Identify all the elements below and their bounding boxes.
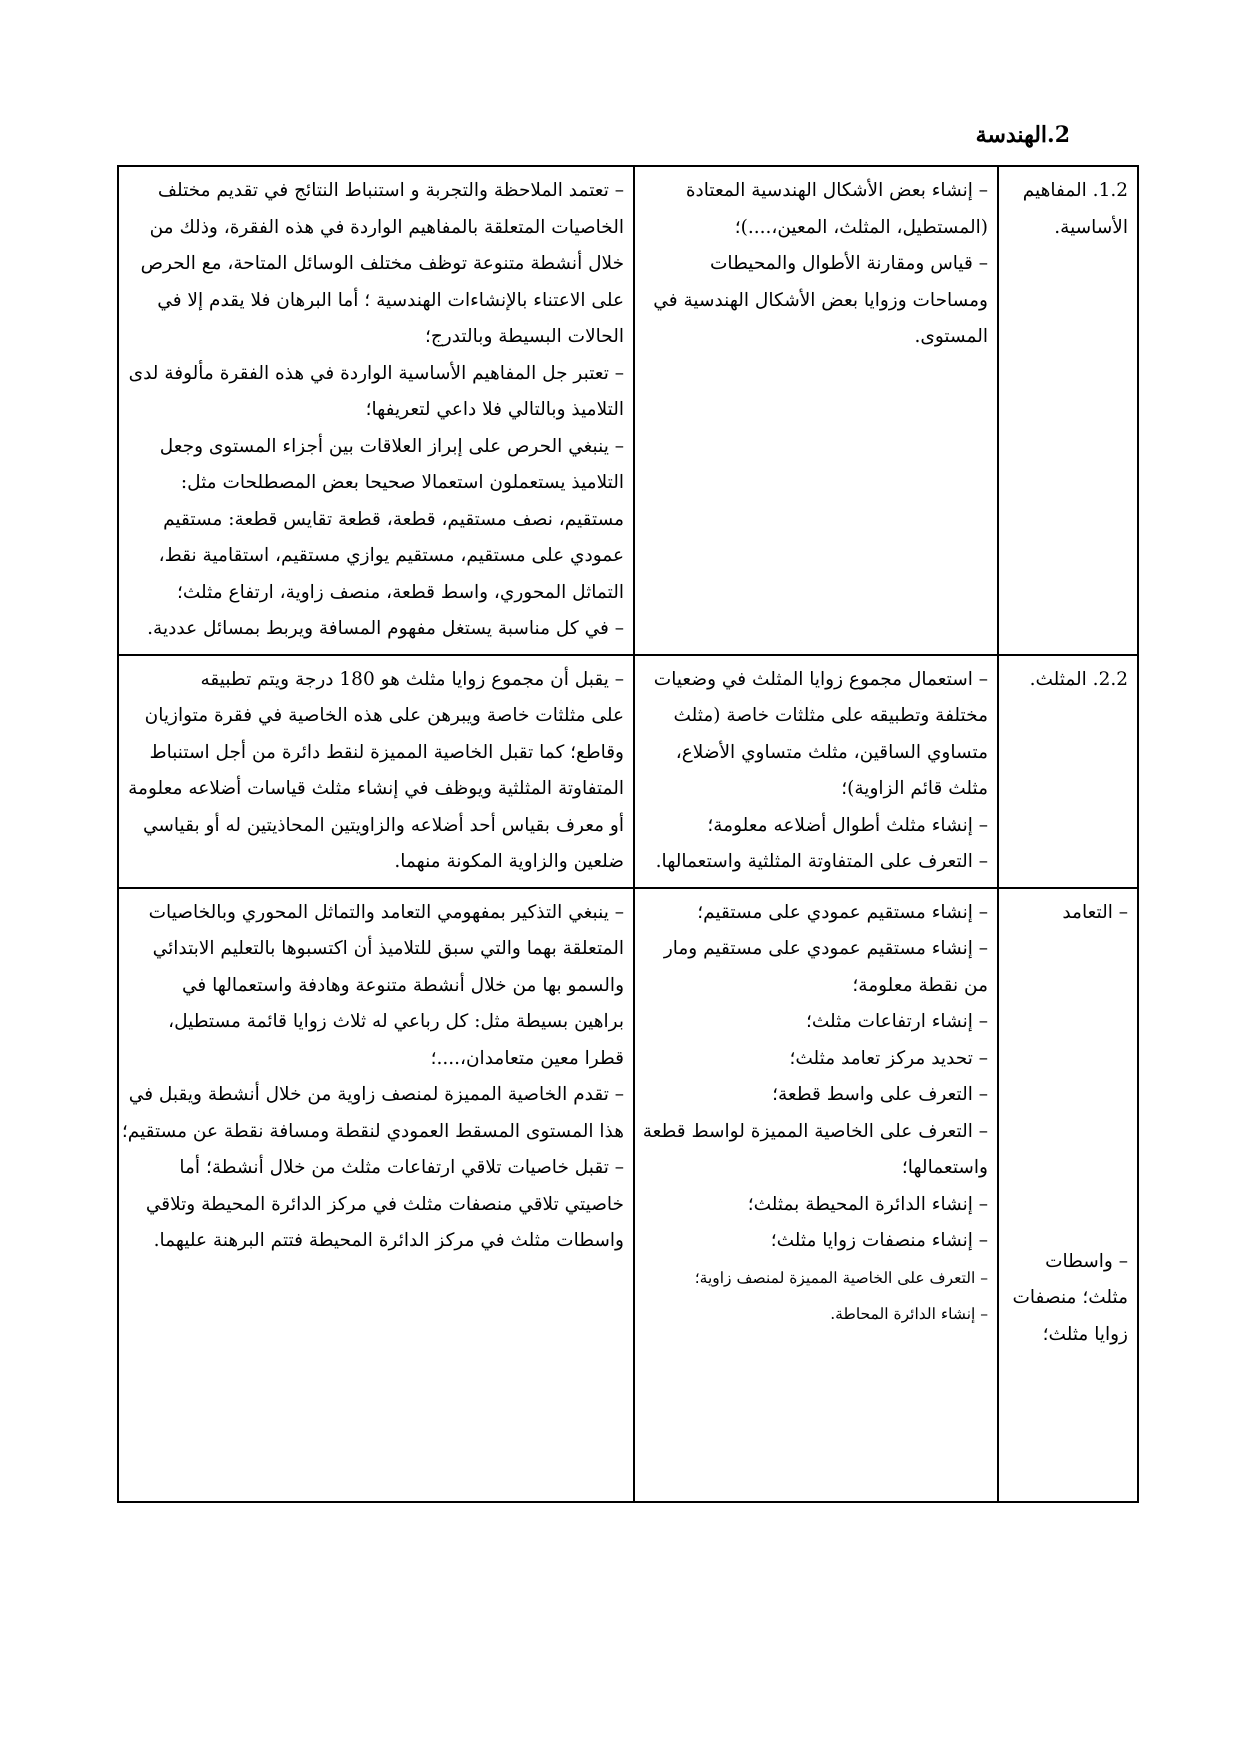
- content-line: – التعرف على واسط قطعة؛: [772, 1084, 988, 1105]
- guidance-line: براهين بسيطة مثل: كل رباعي له ثلاث زوايا قائمة مستطيل،: [168, 1011, 624, 1032]
- guidance-line: – ينبغي التذكير بمفهومي التعامد والتماثل المحوري وبالخاصيات: [148, 901, 624, 923]
- content-line: – التعرف على المتفاوتة المثلثية واستعمالها.: [655, 851, 988, 872]
- content-line: – إنشاء ارتفاعات مثلث؛: [806, 1011, 988, 1032]
- guidance-line: هذا المستوى المسقط العمودي لنقطة ومسافة نقطة عن مستقيم؛: [121, 1120, 624, 1142]
- content-line: ومساحات وزوايا بعض الأشكال الهندسية في: [653, 289, 988, 311]
- guidance-line: الحالات البسيطة وبالتدرج؛: [424, 326, 624, 347]
- content-line: (المستطيل، المثلث، المعين،....)؛: [734, 216, 988, 238]
- guidance-line: وقاطع؛ كما تقبل الخاصية المميزة لنقط دائرة من أجل استنباط: [149, 741, 624, 763]
- content-line: – إنشاء مستقيم عمودي على مستقيم؛: [697, 901, 988, 923]
- content-line: – قياس ومقارنة الأطوال والمحيطات: [710, 253, 988, 274]
- guidance-line: – ينبغي الحرص على إبراز العلاقات بين أجزاء المستوى وجعل: [159, 435, 624, 457]
- guidance-line: قطرا معين متعامدان،....؛: [430, 1047, 624, 1069]
- content-line: – استعمال مجموع زوايا المثلث في وضعيات: [653, 668, 988, 690]
- section-heading: 2.الهندسة: [975, 122, 1070, 148]
- curriculum-table: [117, 165, 1139, 1503]
- topic-line: – واسطات: [1045, 1250, 1128, 1272]
- content-line-small: – إنشاء الدائرة المحاطة.: [830, 1305, 988, 1323]
- topic-line: مثلث؛ منصفات: [1012, 1287, 1128, 1308]
- content-line: من نقطة معلومة؛: [852, 974, 988, 996]
- content-line-small: – التعرف على الخاصية المميزة لمنصف زاوية؛: [694, 1268, 988, 1287]
- content-line: – التعرف على الخاصية المميزة لواسط قطعة: [642, 1120, 988, 1142]
- guidance-line: واسطات مثلث في مركز الدائرة المحيطة فتتم البرهنة عليهما.: [153, 1230, 624, 1251]
- content-line: المستوى.: [914, 326, 988, 347]
- topic-line: 1.2. المفاهيم: [1022, 180, 1128, 201]
- guidance-line: عمودي على مستقيم، مستقيم يوازي مستقيم، استقامية نقط،: [158, 545, 624, 566]
- guidance-line: – تعتمد الملاحظة والتجربة و استنباط النتائج في تقديم مختلف: [157, 180, 624, 201]
- content-cell: [634, 888, 998, 1502]
- guidance-cell: [118, 655, 634, 888]
- topic-cell: [998, 888, 1138, 1502]
- topic-line: – التعامد: [1062, 901, 1128, 923]
- guidance-line: – في كل مناسبة يستغل مفهوم المسافة ويربط بمسائل عددية.: [147, 618, 624, 639]
- content-line: – إنشاء بعض الأشكال الهندسية المعتادة: [685, 180, 988, 201]
- guidance-line: مستقيم، نصف مستقيم، قطعة، قطعة تقايس قطعة: مستقيم: [163, 508, 624, 530]
- content-cell: [634, 166, 998, 655]
- topic-line: 2.2. المثلث.: [1029, 668, 1128, 690]
- guidance-cell: [118, 888, 634, 1502]
- topic-cell: [998, 166, 1138, 655]
- guidance-line: ضلعين والزاوية المكونة منهما.: [394, 851, 624, 872]
- guidance-line: خاصيتي تلاقي منصفات مثلث في مركز الدائرة المحيطة وتلاقي: [145, 1193, 624, 1215]
- guidance-line: خلال أنشطة متنوعة توظف مختلف الوسائل المتاحة، مع الحرص: [140, 253, 624, 274]
- guidance-line: المتفاوتة المثلثية ويوظف في إنشاء مثلث قياسات أضلاعه معلومة: [128, 778, 624, 799]
- guidance-line: التلاميذ يستعملون استعمالا صحيحا بعض المصطلحات مثل:: [180, 472, 624, 493]
- topic-line: الأساسية.: [1054, 216, 1128, 238]
- topic-line: زوايا مثلث؛: [1042, 1323, 1128, 1345]
- topic-lower-label: [1013, 1244, 1129, 1354]
- guidance-line: المتعلقة بهما والتي سبق للتلاميذ أن اكتسبوها بالتعليم الابتدائي: [152, 938, 624, 959]
- guidance-line: – تقدم الخاصية المميزة لمنصف زاوية من خلال أنشطة ويقبل في: [128, 1084, 624, 1105]
- content-line: مثلث قائم الزاوية)؛: [841, 778, 988, 799]
- content-line: – إنشاء مستقيم عمودي على مستقيم ومار: [663, 938, 988, 959]
- guidance-line: أو معرف بقياس أحد أضلاعه والزاويتين المحاذيتين له أو بقياسي: [142, 814, 624, 836]
- table-row: [118, 166, 1138, 655]
- content-line: مختلفة وتطبيقه على مثلثات خاصة (مثلث: [673, 705, 988, 726]
- content-line: – إنشاء الدائرة المحيطة بمثلث؛: [747, 1193, 988, 1215]
- guidance-line: – تقبل خاصيات تلاقي ارتفاعات مثلث من خلال أنشطة؛ أما: [179, 1157, 624, 1178]
- guidance-line: – تعتبر جل المفاهيم الأساسية الواردة في هذه الفقرة مألوفة لدى: [128, 362, 624, 384]
- content-line: – إنشاء مثلث أطوال أضلاعه معلومة؛: [707, 814, 988, 836]
- guidance-cell: [118, 166, 634, 655]
- table-row: [118, 888, 1138, 1502]
- guidance-line: الخاصيات المتعلقة بالمفاهيم الواردة في هذه الفقرة، وذلك من: [149, 216, 624, 238]
- guidance-line: التماثل المحوري، واسط قطعة، منصف زاوية، ارتفاع مثلث؛: [177, 581, 624, 603]
- guidance-line: والسمو بها من خلال أنشطة متنوعة وهادفة واستعمالها في: [181, 974, 624, 996]
- table-row: [118, 655, 1138, 888]
- content-line: – تحديد مركز تعامد مثلث؛: [789, 1047, 988, 1069]
- content-line: متساوي الساقين، مثلث متساوي الأضلاع،: [675, 741, 988, 763]
- guidance-line: على مثلثات خاصة ويبرهن على هذه الخاصية في فقرة متوازيان: [144, 705, 624, 726]
- topic-cell: [998, 655, 1138, 888]
- content-line: – إنشاء منصفات زوايا مثلث؛: [770, 1230, 988, 1251]
- guidance-line: التلاميذ وبالتالي فلا داعي لتعريفها؛: [365, 399, 624, 420]
- content-cell: [634, 655, 998, 888]
- guidance-line: – يقبل أن مجموع زوايا مثلث هو 180 درجة ويتم تطبيقه: [200, 668, 624, 690]
- content-line: واستعمالها؛: [901, 1157, 988, 1178]
- guidance-line: على الاعتناء بالإنشاءات الهندسية ؛ أما البرهان فلا يقدم إلا في: [157, 289, 624, 311]
